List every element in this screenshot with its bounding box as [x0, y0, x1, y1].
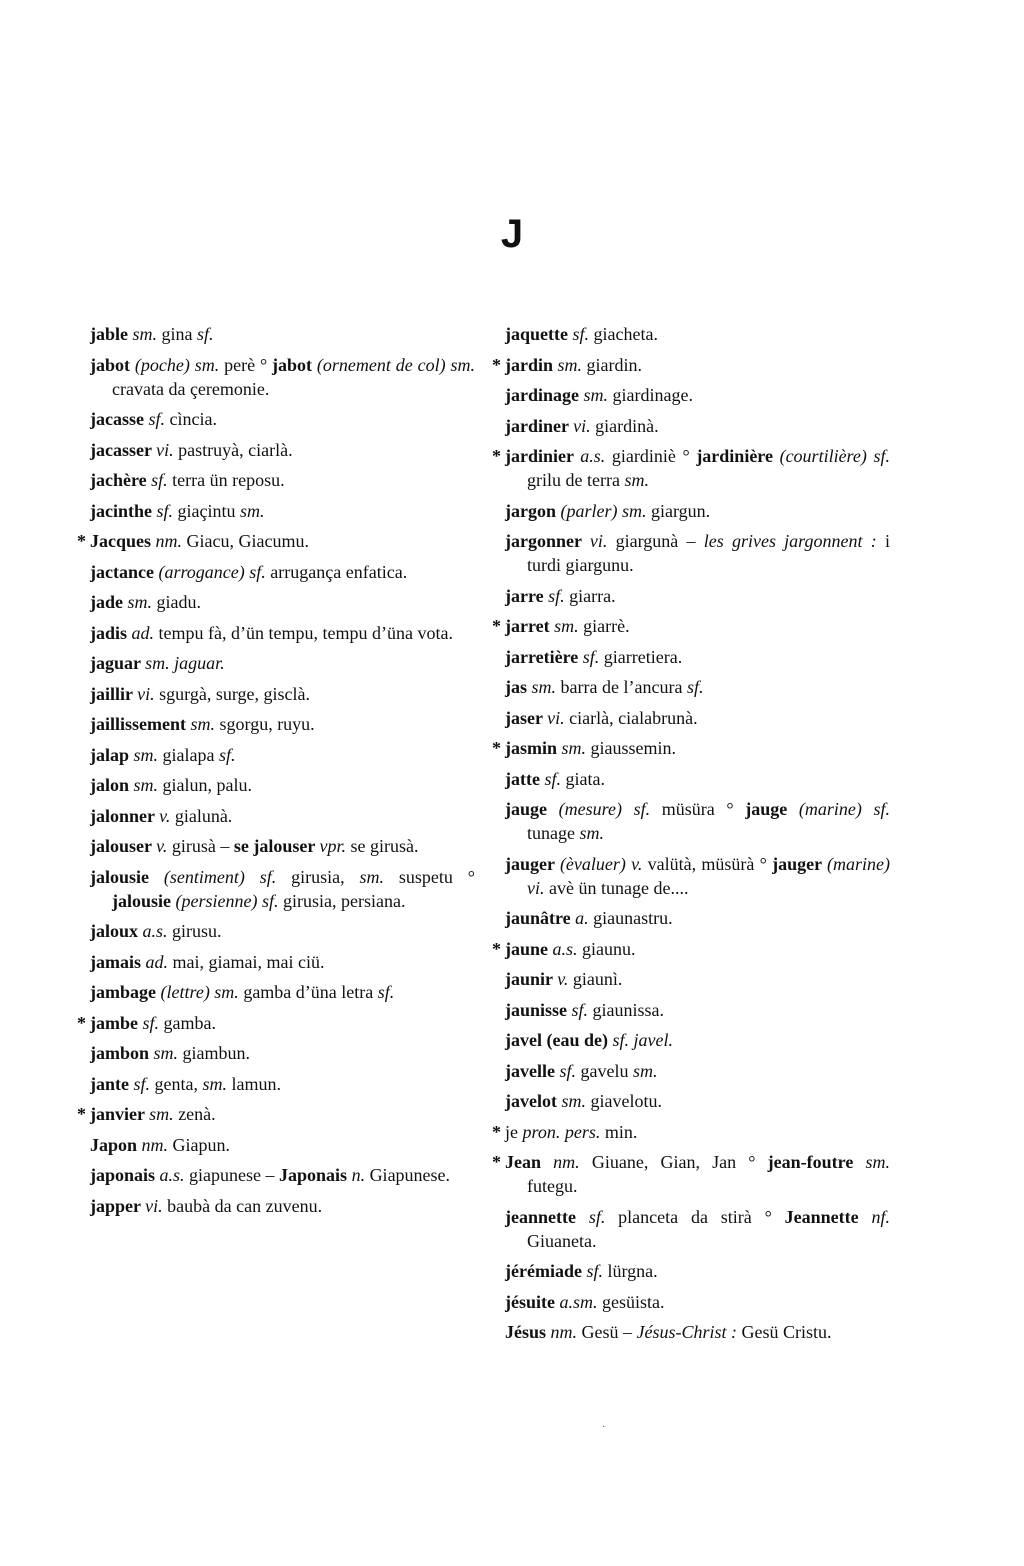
headword: jabot — [272, 354, 317, 375]
star-marker: * — [492, 738, 501, 758]
headword: jarretière — [505, 646, 583, 667]
headword: Jésus — [505, 1322, 551, 1342]
dictionary-entry — [90, 322, 475, 346]
headword: jasmin — [505, 738, 562, 758]
headword: jaune — [505, 938, 553, 959]
grammar-label: sf. — [219, 744, 236, 765]
translation-text: müsüra ° — [650, 799, 746, 819]
grammar-label: les grives jargonnent : — [703, 531, 877, 551]
grammar-label: sf. — [571, 999, 589, 1020]
dictionary-entry — [90, 468, 475, 492]
grammar-label: sm. — [149, 1104, 174, 1124]
dictionary-entry — [90, 621, 475, 645]
star-marker: * — [492, 938, 501, 959]
star-marker: * — [492, 1152, 501, 1172]
translation-text: gavelu — [576, 1060, 633, 1081]
translation-text: suspetu ° — [384, 866, 476, 887]
translation-text: valütà, müsürà ° — [642, 853, 773, 874]
translation-text: Giuane, Gian, Jan ° — [579, 1152, 768, 1172]
grammar-label: sm. — [579, 823, 604, 843]
translation-text: sgorgu, ruyu. — [215, 714, 315, 734]
headword: Jacques — [90, 531, 156, 551]
grammar-label: sm. — [153, 1043, 179, 1063]
translation-text: se girusà. — [346, 836, 419, 856]
grammar-label: v. — [159, 805, 171, 826]
headword: jaillissement — [90, 714, 191, 734]
headword: janvier — [90, 1104, 150, 1124]
translation-text: giardinage. — [608, 385, 693, 405]
translation-text: terra ün reposu. — [167, 470, 285, 490]
translation-text: giardiniè ° — [605, 446, 697, 466]
star-marker: * — [77, 531, 86, 551]
translation-text: Giapunese. — [365, 1165, 451, 1185]
headword: jauger — [505, 853, 560, 874]
grammar-label: sf. — [197, 324, 214, 344]
dictionary-entry — [90, 499, 475, 523]
dictionary-entry — [90, 651, 475, 675]
dictionary-entry — [90, 353, 475, 401]
headword: Jean — [505, 1152, 554, 1172]
translation-text: arrugança enfatica. — [265, 561, 408, 582]
dictionary-entry — [505, 706, 890, 730]
headword: jalap — [90, 744, 134, 765]
headword: jalon — [90, 775, 134, 795]
dictionary-entry — [90, 1194, 475, 1218]
translation-text: avè ün tunage de.... — [544, 877, 689, 898]
grammar-label: sm. — [133, 744, 159, 765]
dictionary-entry — [77, 1011, 475, 1035]
grammar-label: (marine) sf. — [798, 799, 890, 819]
headword: jaquette — [505, 324, 573, 344]
grammar-label: Jésus-Christ : — [636, 1322, 738, 1342]
headword: jaguar — [90, 653, 146, 673]
grammar-label: a. — [575, 908, 589, 928]
translation-text: girusu. — [167, 921, 222, 941]
headword: Japonais — [279, 1165, 352, 1185]
headword: jachère — [90, 470, 152, 490]
dictionary-entry — [90, 560, 475, 584]
translation-text: sgurgà, surge, gisclà. — [154, 683, 310, 704]
translation-text: giaunissa. — [588, 999, 665, 1020]
headword: jambe — [90, 1012, 143, 1033]
grammar-label: sm. — [127, 592, 153, 612]
translation-text: giambun. — [178, 1043, 251, 1063]
dictionary-entry — [492, 444, 890, 492]
dictionary-entry — [90, 950, 475, 974]
grammar-label: nf. — [871, 1206, 890, 1227]
grammar-label: sm. — [132, 324, 158, 344]
dictionary-entry — [505, 1205, 890, 1253]
dictionary-entry — [505, 322, 890, 346]
translation-text: giardinà. — [590, 415, 659, 436]
grammar-label: a.s. — [580, 446, 606, 466]
grammar-label: sm. — [865, 1152, 890, 1172]
grammar-label: pron. pers. — [522, 1121, 601, 1142]
dictionary-entry — [90, 865, 475, 913]
grammar-label: sf. javel. — [612, 1030, 673, 1050]
grammar-label: n. — [351, 1165, 366, 1185]
dictionary-entry — [90, 773, 475, 797]
grammar-label: sm. — [133, 775, 159, 795]
grammar-label: sm. — [624, 470, 649, 490]
translation-text: giaussemin. — [586, 738, 677, 758]
translation-text: planceta da stirà ° — [605, 1206, 785, 1227]
translation-text: girusia, persiana. — [278, 890, 406, 911]
headword: javel (eau de) — [505, 1030, 613, 1050]
headword: japonais — [90, 1165, 160, 1185]
grammar-label: a.sm. — [559, 1291, 598, 1312]
dictionary-entry — [505, 584, 890, 608]
dictionary-entry — [505, 1290, 890, 1314]
footer-mark: · — [602, 1422, 606, 1433]
grammar-label: (èvaluer) v. — [559, 853, 643, 874]
headword: jade — [90, 592, 128, 612]
translation-text: giarretiera. — [599, 646, 683, 667]
grammar-label: sm. — [583, 385, 609, 405]
grammar-label: nm. — [550, 1322, 578, 1342]
grammar-label: (parler) sm. — [560, 500, 647, 521]
translation-text: giadu. — [152, 592, 202, 612]
translation-text: giata. — [561, 768, 605, 789]
dictionary-entry — [505, 529, 890, 577]
dictionary-entry — [505, 1320, 890, 1344]
grammar-label: a.s. — [552, 938, 578, 959]
grammar-label: (ornement de col) sm. — [316, 354, 475, 375]
grammar-label: a.s. — [142, 921, 168, 941]
headword: jacasse — [90, 409, 149, 429]
translation-text: giapunese – — [184, 1165, 280, 1185]
translation-text: giardin. — [582, 354, 643, 375]
headword: jambon — [90, 1043, 154, 1063]
translation-text: gina — [157, 324, 198, 344]
grammar-label: (mesure) sf. — [558, 799, 651, 819]
grammar-label: sm. — [240, 500, 265, 521]
headword: jardiner — [505, 415, 574, 436]
grammar-label: sm. — [359, 866, 385, 887]
grammar-label: sf. — [142, 1012, 160, 1033]
translation-text: gesüista. — [597, 1291, 665, 1312]
grammar-label: (arrogance) sf. — [158, 561, 266, 582]
star-marker: * — [77, 1012, 86, 1033]
headword: jérémiade — [505, 1261, 587, 1281]
translation-text: girusia, — [276, 866, 360, 887]
grammar-label: vi. — [573, 415, 591, 436]
headword: japper — [90, 1195, 146, 1216]
headword: jalouser — [90, 836, 157, 856]
grammar-label: (poche) sm. — [134, 354, 220, 375]
grammar-label: vi. — [156, 439, 174, 460]
translation-text: Giacu, Giacumu. — [182, 531, 309, 551]
headword: Japon — [90, 1134, 142, 1155]
grammar-label: vi. — [547, 707, 565, 728]
headword: jaillir — [90, 683, 138, 704]
translation-text: Giapun. — [168, 1134, 231, 1155]
headword: jamais — [90, 951, 146, 972]
grammar-label: nm. — [155, 531, 183, 551]
grammar-label: (sentiment) sf. — [163, 866, 277, 887]
translation-text: giacheta. — [589, 324, 658, 344]
translation-text: gialunà. — [170, 805, 233, 826]
headword: jardin — [505, 354, 558, 375]
translation-text: je — [505, 1121, 523, 1142]
dictionary-entry — [505, 383, 890, 407]
grammar-label: sf. — [588, 1206, 606, 1227]
headword: javelle — [505, 1060, 560, 1081]
grammar-label: sf. — [686, 677, 704, 697]
dictionary-entry — [505, 797, 890, 845]
grammar-label: (courtilière) sf. — [779, 446, 890, 466]
dictionary-entry — [492, 736, 890, 760]
star-marker: * — [492, 616, 501, 636]
grammar-label: sf. — [151, 470, 168, 490]
headword: jauge — [505, 799, 559, 819]
headword: jaloux — [90, 921, 143, 941]
dictionary-entry — [90, 1072, 475, 1096]
grammar-label: sm. jaguar. — [145, 653, 225, 673]
dictionary-entry — [505, 906, 890, 930]
grammar-label: sf. — [582, 646, 600, 667]
dictionary-entry — [90, 919, 475, 943]
headword: jabot — [90, 354, 135, 375]
dictionary-entry — [90, 743, 475, 767]
grammar-label: sf. — [572, 324, 589, 344]
grammar-label: sm. — [531, 677, 557, 697]
right-column — [492, 322, 890, 1351]
star-marker: * — [492, 354, 501, 375]
translation-text: baubà da can zuvenu. — [162, 1195, 323, 1216]
grammar-label: ad. — [131, 622, 155, 643]
dictionary-entry — [90, 834, 475, 858]
grammar-label: nm. — [553, 1152, 580, 1172]
dictionary-entry — [90, 590, 475, 614]
grammar-label: sm. — [632, 1060, 658, 1081]
translation-text: i turdi giargunu. — [527, 531, 890, 575]
dictionary-entry — [90, 1133, 475, 1157]
translation-text: Gesü – — [577, 1322, 637, 1342]
dictionary-entry — [77, 529, 475, 553]
dictionary-entry — [90, 1041, 475, 1065]
grammar-label: sf. — [548, 585, 565, 606]
grammar-label: sm. — [202, 1073, 228, 1094]
grammar-label: nm. — [141, 1134, 169, 1155]
grammar-label: sm. — [190, 714, 216, 734]
dictionary-entry — [90, 682, 475, 706]
translation-text: pastruyà, ciarlà. — [173, 439, 293, 460]
translation-text: min. — [600, 1121, 638, 1142]
grammar-label: sf. — [544, 768, 561, 789]
grammar-label: sf. — [156, 500, 174, 521]
dictionary-entry — [77, 1102, 475, 1126]
translation-text: giaçintu — [173, 500, 240, 521]
headword: jaunisse — [505, 999, 572, 1020]
dictionary-entry — [90, 1163, 475, 1187]
translation-text: gamba d’üna letra — [238, 982, 378, 1002]
translation-text: Giuaneta. — [527, 1230, 597, 1251]
headword: jaunâtre — [505, 908, 576, 928]
headword: javelot — [505, 1091, 562, 1111]
dictionary-entry — [90, 980, 475, 1004]
grammar-label: sm. — [561, 1091, 586, 1111]
headword: jacasser — [90, 439, 157, 460]
translation-text: Gesü Cristu. — [737, 1322, 832, 1342]
grammar-label: sf. — [559, 1060, 576, 1081]
headword: Jeannette — [784, 1206, 872, 1227]
grammar-label: (marine) vi. — [527, 853, 890, 898]
grammar-label: sf. — [586, 1261, 603, 1281]
translation-text: cravata da çeremonie. — [112, 378, 270, 399]
dictionary-entry — [90, 438, 475, 462]
headword: jalousie — [90, 866, 164, 887]
grammar-label: vpr. — [319, 836, 346, 856]
translation-text: lamun. — [227, 1073, 282, 1094]
dictionary-entry — [492, 353, 890, 377]
star-marker: * — [77, 1104, 86, 1124]
headword: jarret — [505, 616, 555, 636]
dictionary-entry — [492, 1120, 890, 1144]
translation-text: grilu de terra — [527, 470, 625, 490]
dictionary-entry — [505, 998, 890, 1022]
grammar-label: sm. — [561, 738, 587, 758]
headword: jalousie — [112, 890, 176, 911]
dictionary-entry — [505, 1089, 890, 1113]
headword: jeannette — [505, 1206, 589, 1227]
grammar-label: sf. — [377, 982, 395, 1002]
headword: jalonner — [90, 805, 160, 826]
headword: jauge — [745, 799, 799, 819]
grammar-label: v. — [156, 836, 168, 856]
dictionary-entry — [492, 937, 890, 961]
headword: jambage — [90, 982, 161, 1002]
headword: jardinier — [505, 446, 581, 466]
grammar-label: (lettre) sm. — [160, 982, 239, 1002]
dictionary-entry — [90, 804, 475, 828]
headword: jas — [505, 677, 532, 697]
grammar-label: sm. — [554, 616, 579, 636]
dictionary-entry — [492, 614, 890, 638]
translation-text: perè ° — [219, 354, 273, 375]
star-marker: * — [492, 446, 501, 466]
grammar-label: vi. — [589, 531, 608, 551]
translation-text: ciarlà, cialabrunà. — [564, 707, 698, 728]
translation-text: giavelotu. — [586, 1091, 662, 1111]
translation-text: barra de l’ancura — [556, 677, 687, 697]
translation-text: lürgna. — [602, 1261, 658, 1281]
dictionary-entry — [505, 1028, 890, 1052]
translation-text: tempu fà, d’ün tempu, tempu d’üna vota. — [154, 622, 453, 643]
left-column — [77, 322, 476, 1224]
headword: jactance — [90, 561, 159, 582]
headword: se jalouser — [233, 836, 320, 856]
headword: jable — [90, 324, 133, 344]
dictionary-entry — [505, 767, 890, 791]
translation-text: giaunu. — [577, 938, 636, 959]
headword: jardinage — [505, 385, 584, 405]
dictionary-entry — [505, 1259, 890, 1283]
translation-text: giaunastru. — [588, 908, 673, 928]
dictionary-entry — [505, 852, 890, 900]
page-letter-heading: J — [500, 212, 524, 256]
translation-text: gialun, palu. — [158, 775, 253, 795]
translation-text: gamba. — [159, 1012, 216, 1033]
headword: jargonner — [505, 531, 590, 551]
headword: jante — [90, 1073, 134, 1094]
dictionary-entry — [90, 407, 475, 431]
headword: jarre — [505, 585, 549, 606]
translation-text: mai, giamai, mai ciü. — [168, 951, 325, 972]
translation-text: giargunà – — [607, 531, 704, 551]
translation-text: cìncia. — [165, 409, 217, 429]
star-marker: * — [492, 1121, 501, 1142]
grammar-label: a.s. — [159, 1165, 185, 1185]
headword: jargon — [505, 500, 561, 521]
dictionary-entry — [505, 499, 890, 523]
grammar-label: sf. — [133, 1073, 151, 1094]
translation-text: giarrè. — [578, 616, 630, 636]
dictionary-entry — [505, 645, 890, 669]
grammar-label: vi. — [137, 683, 155, 704]
dictionary-entry — [505, 414, 890, 438]
headword: jatte — [505, 768, 545, 789]
dictionary-entry — [505, 1059, 890, 1083]
headword: jean-foutre — [767, 1152, 866, 1172]
dictionary-entry — [90, 712, 475, 736]
dictionary-entry — [505, 675, 890, 699]
translation-text: girusà – — [167, 836, 234, 856]
translation-text: zenà. — [173, 1104, 216, 1124]
dictionary-entry — [492, 1150, 890, 1198]
headword: jaunir — [505, 969, 558, 989]
dictionary-entry — [505, 967, 890, 991]
grammar-label: v. — [557, 969, 569, 989]
translation-text: giaunì. — [568, 969, 623, 989]
translation-text: futegu. — [527, 1176, 578, 1196]
translation-text: genta, — [150, 1073, 203, 1094]
translation-text: giargun. — [646, 500, 711, 521]
grammar-label: (persienne) sf. — [175, 890, 279, 911]
translation-text: tunage — [527, 823, 580, 843]
headword: jadis — [90, 622, 132, 643]
grammar-label: vi. — [145, 1195, 163, 1216]
headword: jauger — [772, 853, 828, 874]
headword: jésuite — [505, 1291, 560, 1312]
grammar-label: ad. — [145, 951, 168, 972]
grammar-label: sf. — [148, 409, 165, 429]
translation-text: gialapa — [158, 744, 220, 765]
translation-text: giarra. — [564, 585, 616, 606]
grammar-label: sm. — [557, 354, 583, 375]
headword: jacinthe — [90, 500, 157, 521]
headword: jardinière — [696, 446, 780, 466]
headword: jaser — [505, 707, 548, 728]
